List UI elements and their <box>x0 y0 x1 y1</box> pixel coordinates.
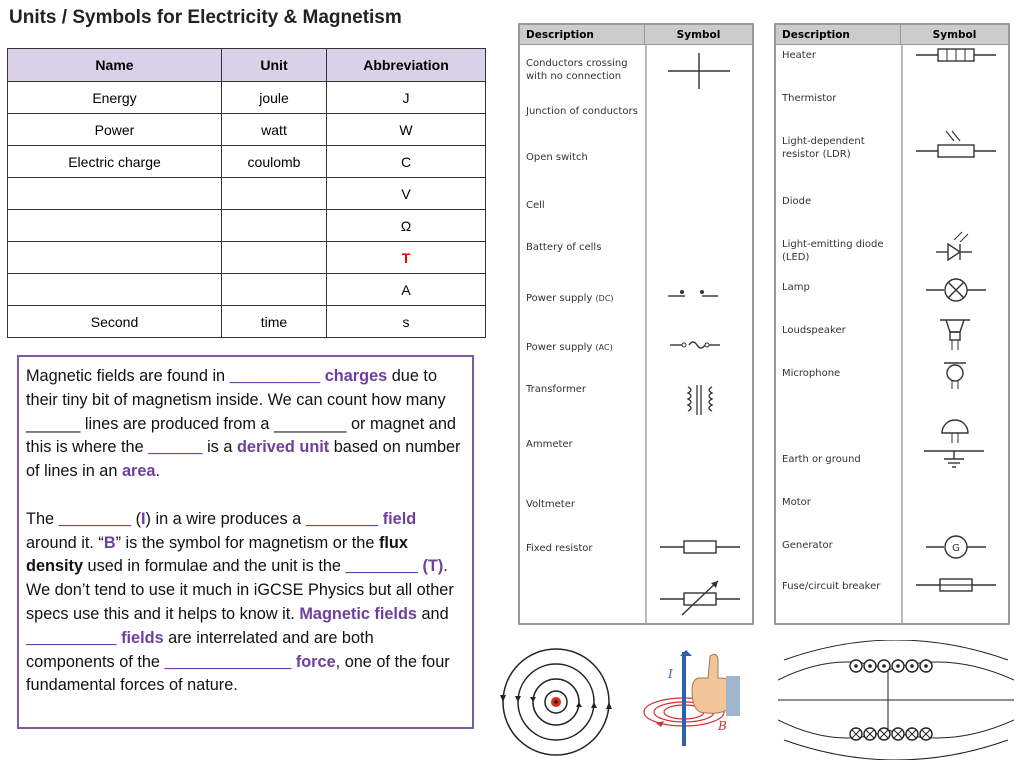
table-row <box>8 146 486 178</box>
header-description: Description <box>776 25 901 44</box>
symbol-row-fuse <box>776 580 1008 593</box>
field-label: B <box>718 719 727 733</box>
header-name: Name <box>8 49 222 82</box>
cell-unit <box>222 274 327 306</box>
symbol-row-power-ac <box>520 341 752 354</box>
keyword-area: area <box>121 462 156 481</box>
cell-name <box>8 178 222 210</box>
symbol-label: Open switch <box>526 152 588 163</box>
text-span: based on number of lines in an <box>26 438 461 481</box>
symbol-row-ammeter <box>520 438 752 451</box>
symbol-label: Microphone <box>782 368 841 379</box>
blank: ________ <box>58 509 132 528</box>
symbol-label: Motor <box>782 497 811 508</box>
text-span: around it. “ <box>26 533 104 552</box>
symbols-table-header <box>776 25 1008 45</box>
symbol-label: Generator <box>782 540 833 551</box>
symbol-label: Ammeter <box>526 439 573 450</box>
resistor-icon <box>660 538 740 556</box>
symbol-row-heater <box>776 49 1008 62</box>
symbol-label: Battery of cells <box>526 242 602 253</box>
text-span: ” is the symbol for magnetism or the <box>115 533 375 552</box>
symbol-row-cell <box>520 199 752 212</box>
symbol-label: Thermistor <box>782 93 837 104</box>
wire-field-diagram-icon <box>500 646 612 758</box>
text-span: ) in a wire produces a <box>145 509 302 528</box>
keyword-I: I <box>141 509 146 528</box>
symbol-row-voltmeter <box>520 498 752 511</box>
cell-name: Energy <box>8 82 222 114</box>
symbol-row-transformer <box>520 383 752 396</box>
lamp-icon <box>926 277 986 303</box>
cell-abbreviation: A <box>327 274 486 306</box>
table-row <box>8 242 486 274</box>
table-row <box>8 114 486 146</box>
header-symbol: Symbol <box>932 28 977 41</box>
symbol-row-loudspeaker <box>776 324 1008 337</box>
symbols-table-header <box>520 25 752 45</box>
symbol-row-diode <box>776 195 1008 208</box>
symbol-label: Fuse/circuit breaker <box>782 581 881 592</box>
symbol-label: Diode <box>782 196 812 207</box>
keyword-T: (T) <box>422 557 444 576</box>
crossing-symbol-icon <box>668 51 730 91</box>
symbol-row-earth <box>776 453 1008 466</box>
cell-name <box>8 242 222 274</box>
right-hand-rule-icon <box>636 650 756 750</box>
symbol-row-led <box>776 238 1008 264</box>
led-icon <box>936 230 986 262</box>
symbol-row-junction <box>520 105 752 118</box>
transformer-icon <box>680 385 720 415</box>
symbol-row-thermistor <box>776 92 1008 105</box>
symbol-label: Earth or ground <box>782 454 861 465</box>
earth-icon <box>924 443 984 473</box>
symbol-row-motor <box>776 496 1008 509</box>
symbol-label: Lamp <box>782 282 810 293</box>
cell-unit: watt <box>222 114 327 146</box>
symbol-label: Loudspeaker <box>782 325 846 336</box>
ac-supply-icon <box>670 337 720 353</box>
text-span: is a <box>207 438 233 457</box>
keyword-field: field <box>382 509 417 528</box>
text-span: are interrelated and are both components of the <box>26 628 374 671</box>
text-span: , one of the four fundamental forces of nature. <box>26 652 450 695</box>
generator-letter: G <box>952 543 960 554</box>
keyword-flux-density: flux density <box>26 533 408 576</box>
current-label: I <box>668 667 673 681</box>
symbol-row-ldr <box>776 135 1008 161</box>
text-span: Magnetic fields are found in <box>26 367 226 385</box>
symbol-label: Light-dependent resistor (LDR) <box>782 136 865 160</box>
loudspeaker-icon <box>936 318 976 352</box>
paragraph-2: The ________ (I) in a wire produces a ________ field around it. “B” is the symbol for magnetism or the flux density used in formulae and the unit is the ________ (T). We don’t tend to use it much in iGCSE Physics but all other specs use this and it helps to know it. Magnetic fields and __________ fields are interrelated and are both components of the ______________ force, one of the four fundamental forces of nature. <box>26 509 454 695</box>
symbol-label: Voltmeter <box>526 499 575 510</box>
symbol-label: Heater <box>782 50 816 61</box>
keyword-magnetic-fields: Magnetic fields <box>299 604 417 623</box>
table-row <box>8 274 486 306</box>
symbol-row-fixed-resistor <box>520 542 752 555</box>
dc-supply-icon <box>668 286 718 306</box>
header-unit: Unit <box>222 49 327 82</box>
keyword-fields: fields <box>121 628 164 647</box>
units-table <box>7 48 486 338</box>
symbol-label: Power supply <box>526 293 593 304</box>
blank: ______________ <box>164 652 292 671</box>
cell-abbreviation: C <box>327 146 486 178</box>
generator-icon <box>926 534 986 560</box>
symbol-row-battery <box>520 241 752 254</box>
table-row <box>8 82 486 114</box>
cell-unit <box>222 210 327 242</box>
table-row <box>8 178 486 210</box>
cell-unit: joule <box>222 82 327 114</box>
ac-label: (AC) <box>595 343 613 352</box>
ldr-icon <box>916 129 996 159</box>
cell-name: Electric charge <box>8 146 222 178</box>
symbols-table-left <box>518 23 754 625</box>
cell-unit: time <box>222 306 327 338</box>
cell-abbreviation: W <box>327 114 486 146</box>
symbol-row-microphone <box>776 367 1008 380</box>
symbol-label: Fixed resistor <box>526 543 593 554</box>
page-title: Units / Symbols for Electricity & Magnetism <box>9 7 402 28</box>
cell-abbreviation: T <box>327 242 486 274</box>
cell-name: Power <box>8 114 222 146</box>
table-row <box>8 306 486 338</box>
keyword-force: force <box>295 652 336 671</box>
magnetism-text-box <box>17 355 474 729</box>
cell-name <box>8 274 222 306</box>
keyword-B: B <box>103 533 116 552</box>
solenoid-field-diagram-icon <box>778 640 1014 760</box>
symbol-label: Cell <box>526 200 545 211</box>
cell-unit <box>222 242 327 274</box>
cell-unit: coulomb <box>222 146 327 178</box>
symbol-row-crossing <box>520 57 752 83</box>
table-row <box>8 210 486 242</box>
symbol-label: Junction of conductors <box>526 106 638 117</box>
keyword-derived-unit: derived unit <box>236 438 330 457</box>
blank: __________ <box>26 628 117 647</box>
blank: ________ <box>345 557 418 576</box>
symbol-row-lamp <box>776 281 1008 294</box>
text-span: due to their tiny bit of magnetism inside. We can count how many ______ lines are produced from a ________ or magnet and this is where the <box>26 367 456 457</box>
cell-unit <box>222 178 327 210</box>
buzzer-icon <box>936 415 976 445</box>
symbol-label: Transformer <box>526 384 587 395</box>
text-span: . We don’t tend to use it much in iGCSE Physics but all other specs use this and it helps to know it. <box>26 557 454 623</box>
text-span: and <box>421 604 449 623</box>
fuse-icon <box>916 576 996 594</box>
text-span: used in formulae and the unit is the <box>87 557 341 576</box>
paragraph-1: Magnetic fields are found in __________ charges due to their tiny bit of magnetism inside. We can count how many ______ lines are produced from a ________ or magnet and this is where the ______ is a derived unit based on number of lines in an area. <box>26 367 461 481</box>
cell-abbreviation: Ω <box>327 210 486 242</box>
blank: ______ <box>148 438 203 457</box>
header-symbol: Symbol <box>676 28 721 41</box>
cell-abbreviation: V <box>327 178 486 210</box>
table-header-row <box>8 49 486 82</box>
symbol-label: Conductors crossing with no connection <box>526 58 628 82</box>
microphone-icon <box>936 361 976 391</box>
symbol-label: Light-emitting diode (LED) <box>782 239 884 263</box>
header-abbreviation: Abbreviation <box>327 49 486 82</box>
blank: ________ <box>305 509 379 528</box>
symbols-table-right <box>774 23 1010 625</box>
variable-resistor-icon <box>660 575 740 619</box>
symbol-row-power-dc <box>520 292 752 305</box>
cell-abbreviation: s <box>327 306 486 338</box>
blank: __________ <box>229 367 321 385</box>
cell-name: Second <box>8 306 222 338</box>
symbol-row-open-switch <box>520 151 752 164</box>
cell-abbreviation: J <box>327 82 486 114</box>
symbol-row-generator <box>776 539 1008 552</box>
symbol-label: Power supply <box>526 342 593 353</box>
keyword-charges: charges <box>324 367 388 385</box>
dc-label: (DC) <box>595 294 614 303</box>
cell-name <box>8 210 222 242</box>
text-span: The <box>26 509 55 528</box>
header-description: Description <box>520 25 645 44</box>
heater-icon <box>916 47 996 63</box>
